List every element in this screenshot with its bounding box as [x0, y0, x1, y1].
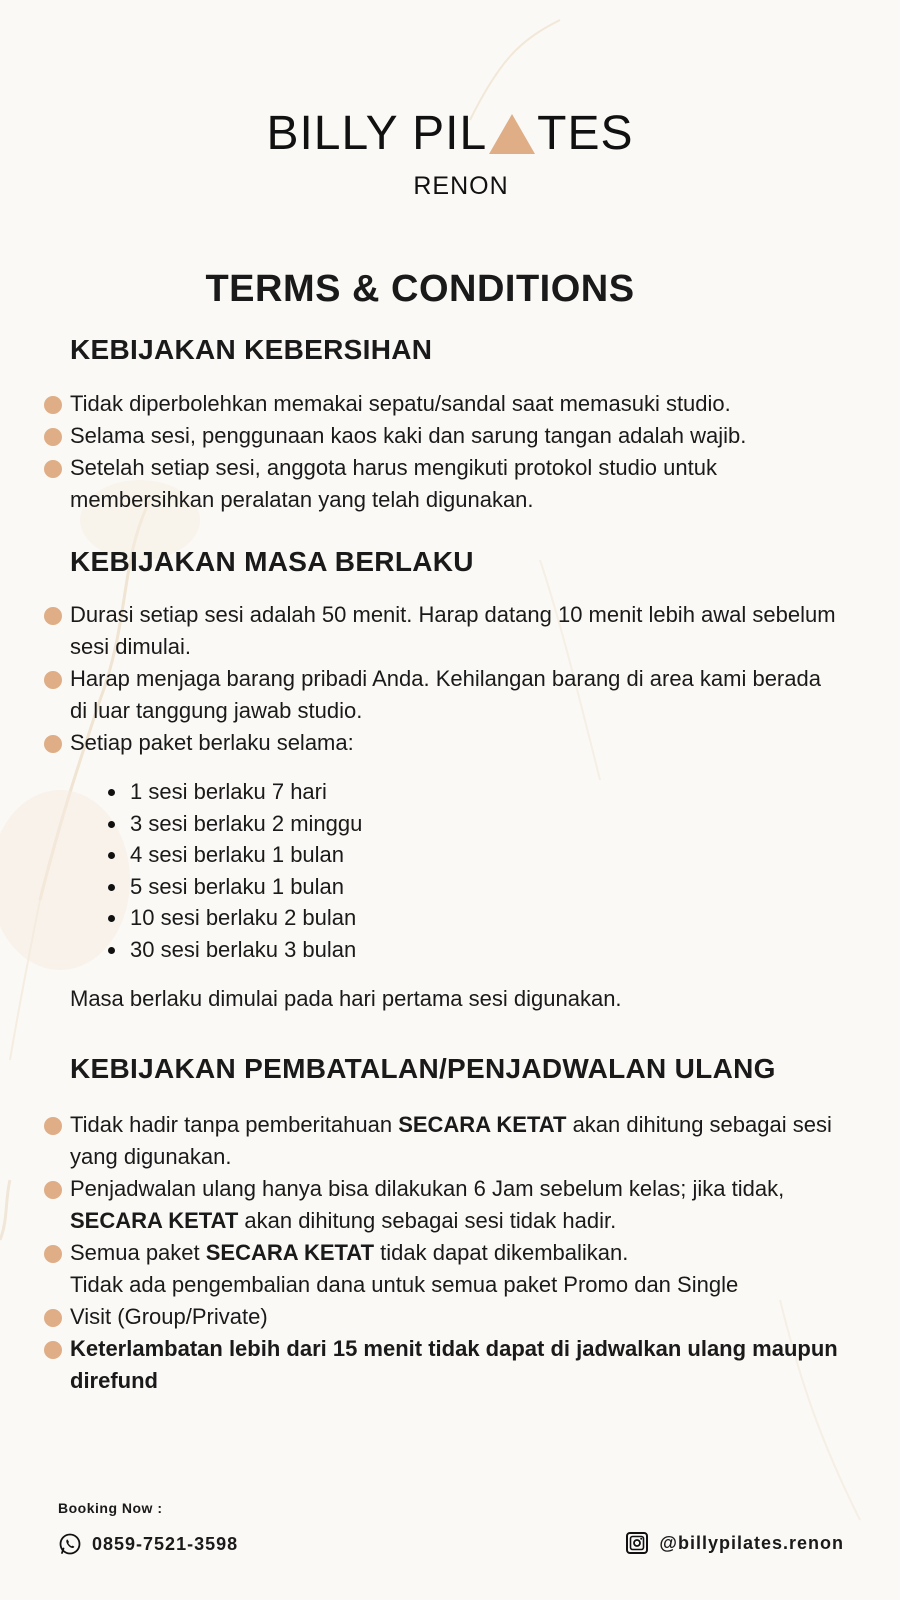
validity-heading: KEBIJAKAN MASA BERLAKU — [70, 546, 474, 577]
list-item — [44, 1237, 844, 1301]
item-text: akan dihitung sebagai sesi tidak hadir. — [238, 1208, 617, 1233]
strict-emphasis: SECARA KETAT — [70, 1208, 239, 1233]
package-item: 4 sesi berlaku 1 bulan — [108, 839, 362, 871]
package-item: 1 sesi berlaku 7 hari — [108, 776, 362, 808]
whatsapp-icon — [58, 1532, 82, 1556]
item-text: Tidak hadir tanpa pemberitahuan — [70, 1112, 399, 1137]
package-list — [108, 776, 362, 965]
brand-logo — [0, 108, 900, 201]
list-item: Setiap paket berlaku selama: — [44, 727, 844, 759]
cleanliness-list — [44, 388, 844, 516]
list-item: Setelah setiap sesi, anggota harus mengikuti protokol studio untuk membersihkan peralatan yang telah digunakan. — [44, 452, 844, 516]
list-item: Tidak diperbolehkan memakai sepatu/sandal saat memasuki studio. — [44, 388, 844, 420]
phone-number[interactable]: 0859-7521-3598 — [92, 1533, 239, 1554]
package-item: 3 sesi berlaku 2 minggu — [108, 808, 362, 840]
list-item: Durasi setiap sesi adalah 50 menit. Harap datang 10 menit lebih awal sebelum sesi dimulai. — [44, 599, 844, 663]
list-item: Selama sesi, penggunaan kaos kaki dan sarung tangan adalah wajib. — [44, 420, 844, 452]
location-label: RENON — [413, 172, 509, 200]
validity-note: Masa berlaku dimulai pada hari pertama sesi digunakan. — [70, 986, 622, 1011]
list-item — [44, 1333, 844, 1397]
strict-emphasis: SECARA KETAT — [398, 1112, 567, 1137]
item-text: Semua paket — [70, 1240, 206, 1265]
strict-emphasis: SECARA KETAT — [205, 1240, 375, 1265]
instagram-icon — [625, 1531, 649, 1555]
list-item: Harap menjaga barang pribadi Anda. Kehilangan barang di area kami berada di luar tanggung jawab studio. — [44, 663, 844, 727]
triangle-logo-icon — [489, 114, 535, 154]
validity-list — [44, 599, 844, 759]
cancellation-list — [44, 1109, 844, 1397]
instagram-handle[interactable]: @billypilates.renon — [659, 1532, 844, 1553]
late-policy: Keterlambatan lebih dari 15 menit tidak dapat di jadwalkan ulang maupun direfund — [70, 1336, 838, 1393]
brand-name-right: TES — [537, 107, 634, 160]
package-item: 30 sesi berlaku 3 bulan — [108, 934, 362, 966]
item-text: Tidak ada pengembalian dana untuk semua paket Promo dan Single — [70, 1272, 739, 1297]
item-text: akan dihitung sebagai sesi yang digunakan. — [70, 1112, 832, 1169]
item-text: tidak dapat dikembalikan. — [374, 1240, 629, 1265]
page-title: TERMS & CONDITIONS — [205, 268, 635, 310]
package-item: 5 sesi berlaku 1 bulan — [108, 871, 362, 903]
cancellation-heading: KEBIJAKAN PEMBATALAN/PENJADWALAN ULANG — [70, 1053, 776, 1084]
list-item — [44, 1109, 844, 1173]
instagram-contact[interactable] — [625, 1531, 844, 1555]
package-item: 10 sesi berlaku 2 bulan — [108, 902, 362, 934]
list-item: Visit (Group/Private) — [44, 1301, 844, 1333]
item-text: Penjadwalan ulang hanya bisa dilakukan 6 Jam sebelum kelas; jika tidak, — [70, 1176, 785, 1201]
brand-name-left: BILLY PIL — [266, 107, 488, 160]
phone-contact[interactable] — [58, 1532, 238, 1556]
booking-label: Booking Now : — [58, 1500, 163, 1516]
list-item — [44, 1173, 844, 1237]
cleanliness-heading: KEBIJAKAN KEBERSIHAN — [70, 334, 433, 365]
